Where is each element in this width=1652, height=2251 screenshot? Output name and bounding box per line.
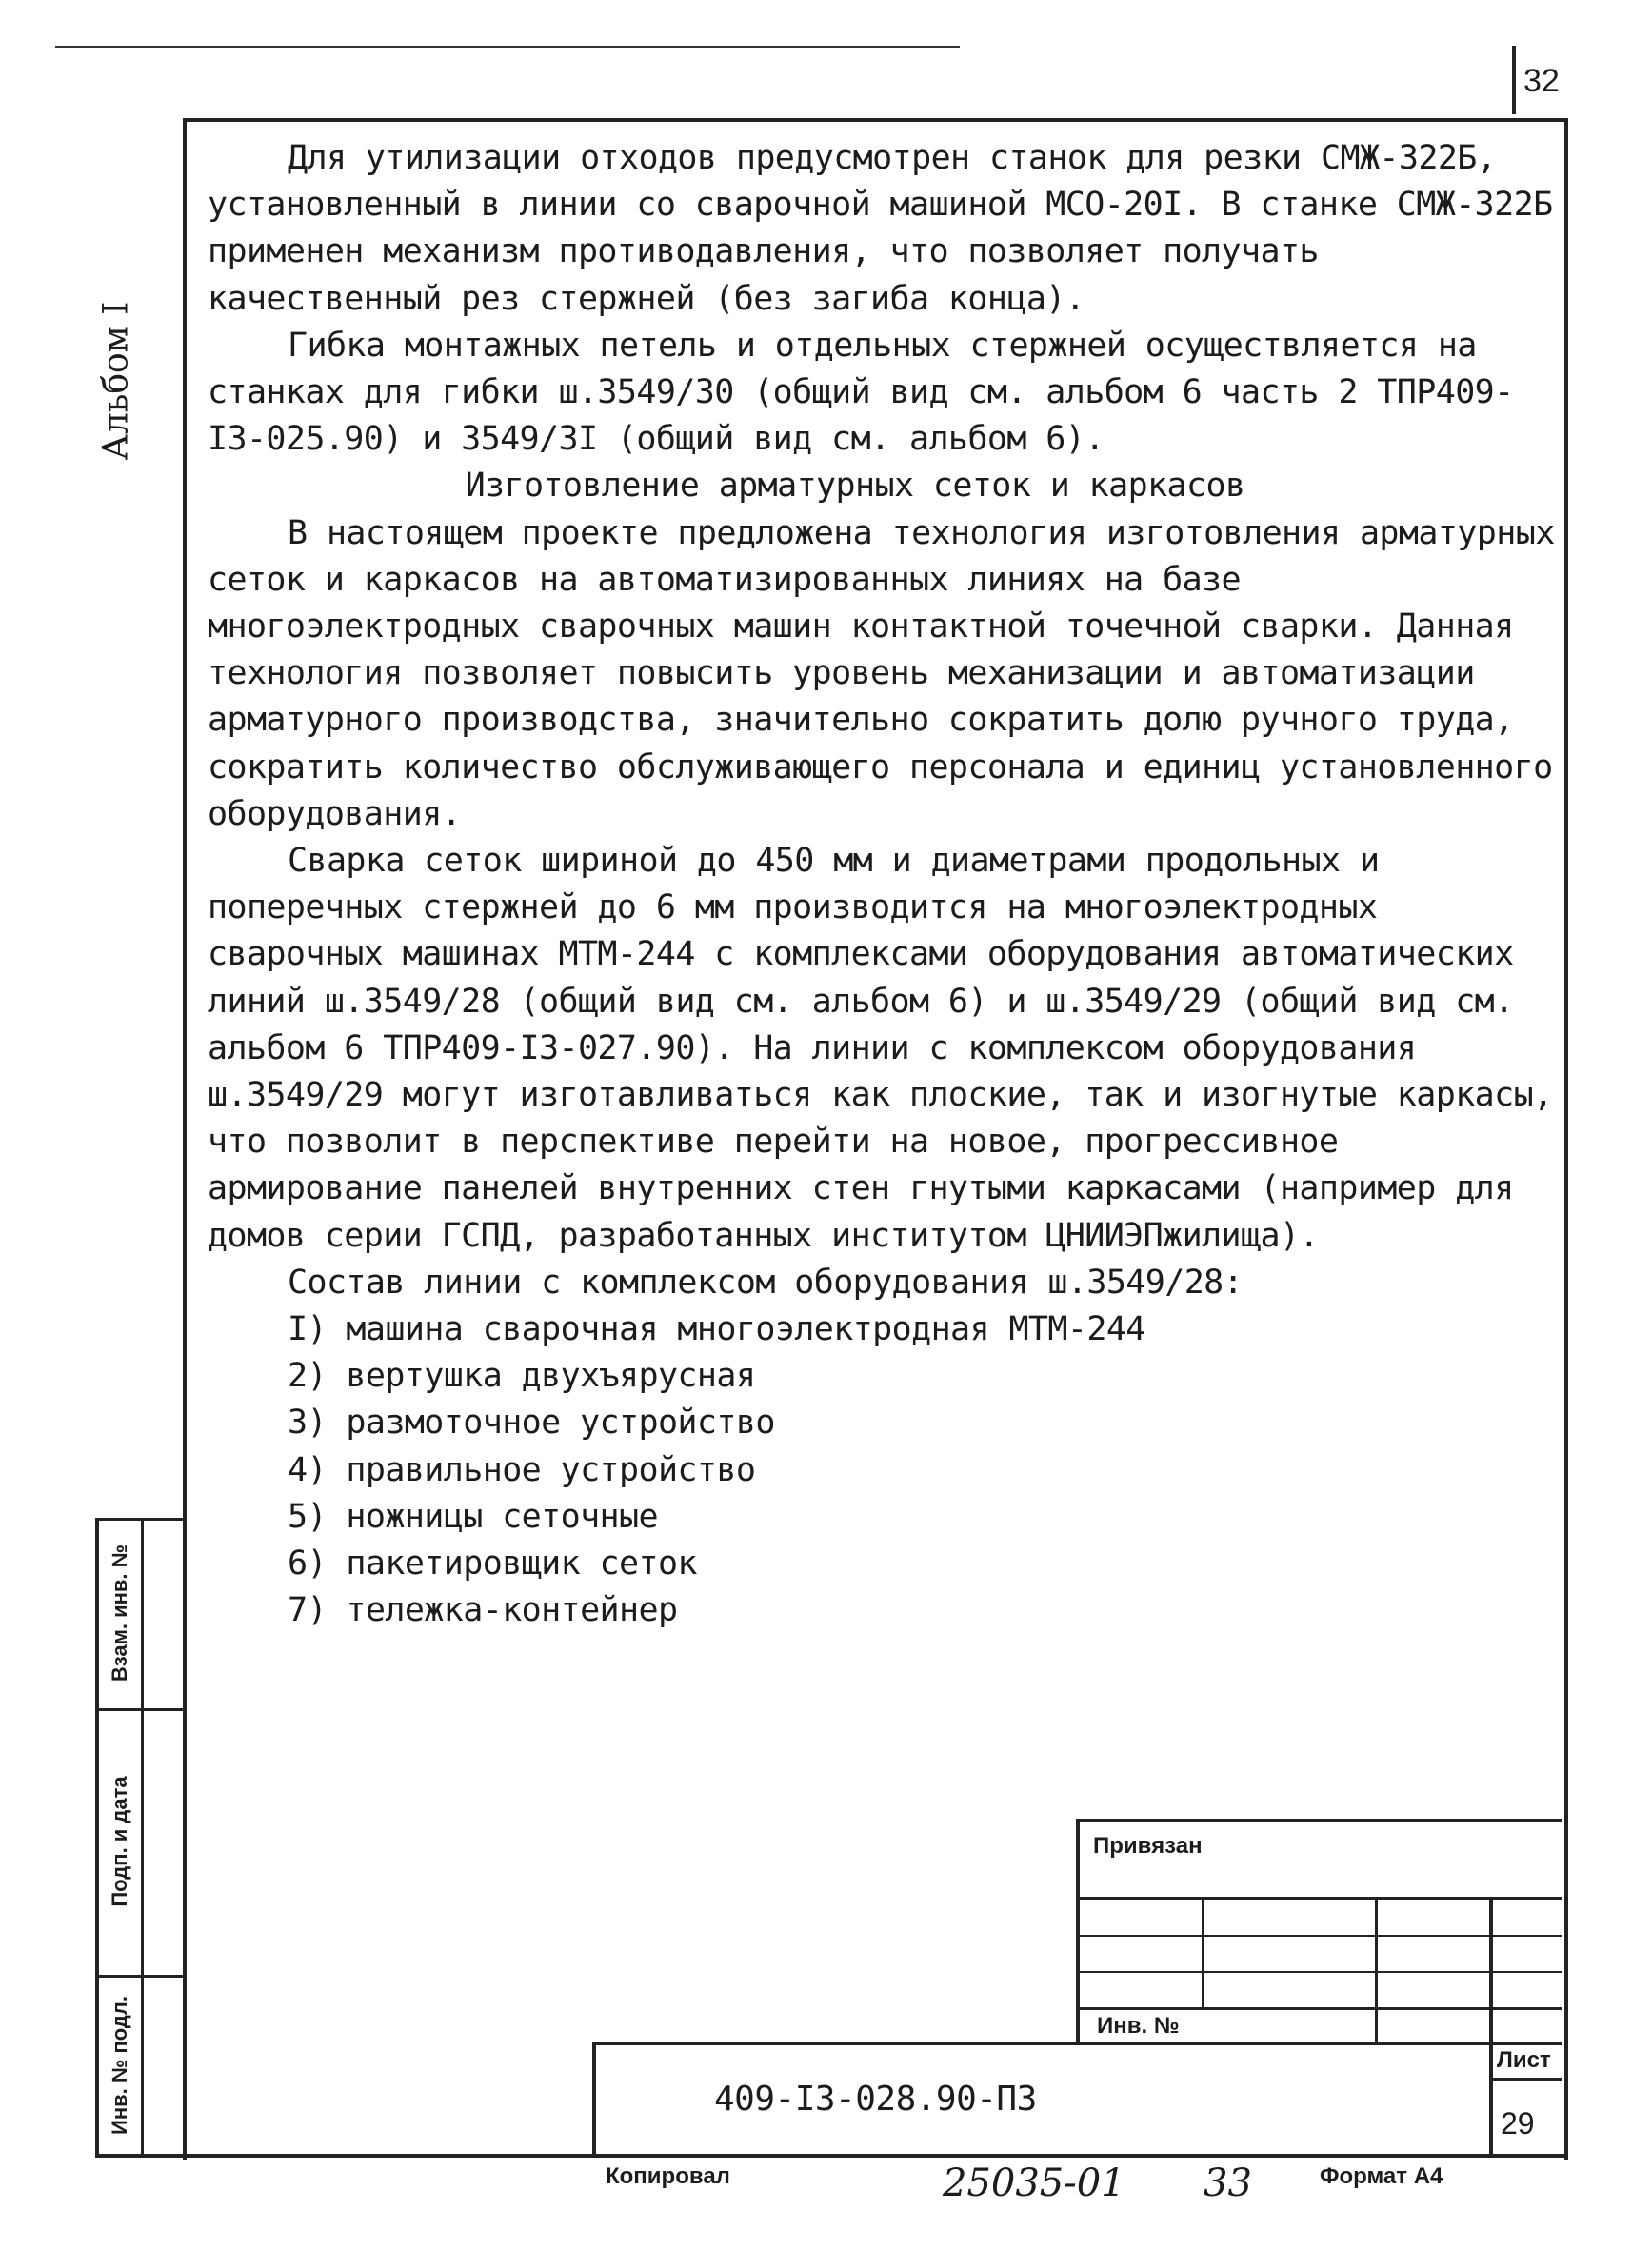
- podp-data-cell: [99, 1708, 141, 1975]
- title-block-col-rule: [1375, 1897, 1378, 2043]
- kopiroval-label: Копировал: [606, 2163, 730, 2189]
- list-item: 3) размоточное устройство: [288, 1404, 775, 1443]
- title-block-col-rule: [1489, 1897, 1493, 2154]
- title-block-col-rule: [1202, 1897, 1204, 2007]
- paragraph-4: Сварка сеток шириной до 450 мм и диаметрами продольных и поперечных стержней до 6 мм производится на многоэлектродных сварочных машинах МТМ-244 с комплексами оборудования автоматических линий ш.3549/28 (общий вид см. альбом 6) и ш.3549/29 (общий вид см. альбом 6 ТПР409-I3-027.90). На линии с комплексом оборудования ш.3549/29 могут изготавливаться как плоские, так и изогнутые каркасы, что позволит в перспективе перейти на новое, прогрессивное армирование панелей внутренних стен гнутыми каркасами (например для домов серии ГСПД, разработанных институтом ЦНИИЭПжилища).: [208, 842, 1553, 1255]
- list-item: 2) вертушка двухъярусная: [288, 1357, 756, 1396]
- top-rule: [55, 46, 960, 48]
- podp-data-label: Подп. и дата: [108, 1776, 131, 1907]
- side-stamp: [95, 1518, 187, 2156]
- doc-code-left-rule: [592, 2042, 596, 2156]
- list-item: I) машина сварочная многоэлектродная МТМ-244: [288, 1310, 1145, 1349]
- format-label: Формат А4: [1320, 2163, 1443, 2189]
- document-body: [208, 135, 1560, 1635]
- section-heading: Изготовление арматурных сеток и каркасов: [465, 467, 1245, 506]
- title-block-top-rule: [1076, 1819, 1562, 1822]
- sheet-label: Лист: [1497, 2047, 1551, 2073]
- page-number-divider: [1512, 46, 1516, 114]
- list-item: 6) пакетировщик сеток: [288, 1544, 697, 1584]
- paragraph-3: В настоящем проекте предложена технология изготовления арматурных сеток и каркасов на автоматизированных линиях на базе многоэлектродных сварочных машин контактной точечной сварки. Данная технология позволяет повысить уровень механизации и автоматизации арматурного производства, значительно сократить долю ручного труда, сократить количество обслуживающего персонала и единиц установленного оборудования.: [208, 513, 1555, 833]
- doc-code-top-rule: [592, 2042, 1562, 2045]
- inv-podl-label: Инв. № подл.: [108, 1996, 131, 2135]
- list-intro: Состав линии с комплексом оборудования ш.3549/28:: [288, 1263, 1244, 1302]
- order-number: 25035-01: [943, 2161, 1125, 2205]
- list-item: 5) ножницы сеточные: [288, 1497, 658, 1536]
- privyazan-label: Привязан: [1093, 1833, 1203, 1859]
- inv-no-label: Инв. №: [1097, 2013, 1180, 2039]
- paragraph-2: Гибка монтажных петель и отдельных стержней осуществляется на станках для гибки ш.3549/30 (общий вид см. альбом 6 часть 2 ТПР409-I3-025.90) и 3549/3I (общий вид см. альбом 6).: [208, 326, 1514, 459]
- album-label-text: Альбом I: [96, 301, 136, 461]
- sheet-number: 29: [1501, 2106, 1535, 2141]
- list-item: 7) тележка-контейнер: [288, 1591, 678, 1630]
- sheet-label-rule: [1489, 2078, 1562, 2081]
- paragraph-1: Для утилизации отходов предусмотрен станок для резки СМЖ-322Б, установленный в линии со сварочной машиной МСО-20I. В станке СМЖ-322Б применен механизм противодавления, что позволяет получать качественный рез стержней (без загиба конца).: [208, 139, 1553, 318]
- album-label: [78, 286, 154, 476]
- document-code: 409-I3-028.90-ПЗ: [714, 2080, 1037, 2119]
- frame-bottom-rule: [95, 2154, 1564, 2158]
- page-number: 32: [1523, 63, 1560, 99]
- vzam-inv-label: Взам. инв. №: [108, 1544, 131, 1683]
- copy-number: 33: [1204, 2161, 1252, 2205]
- list-item: 4) правильное устройство: [288, 1450, 756, 1489]
- inv-podl-cell: [99, 1975, 141, 2156]
- vzam-inv-cell: [99, 1518, 141, 1708]
- side-stamp-divider: [141, 1518, 144, 2156]
